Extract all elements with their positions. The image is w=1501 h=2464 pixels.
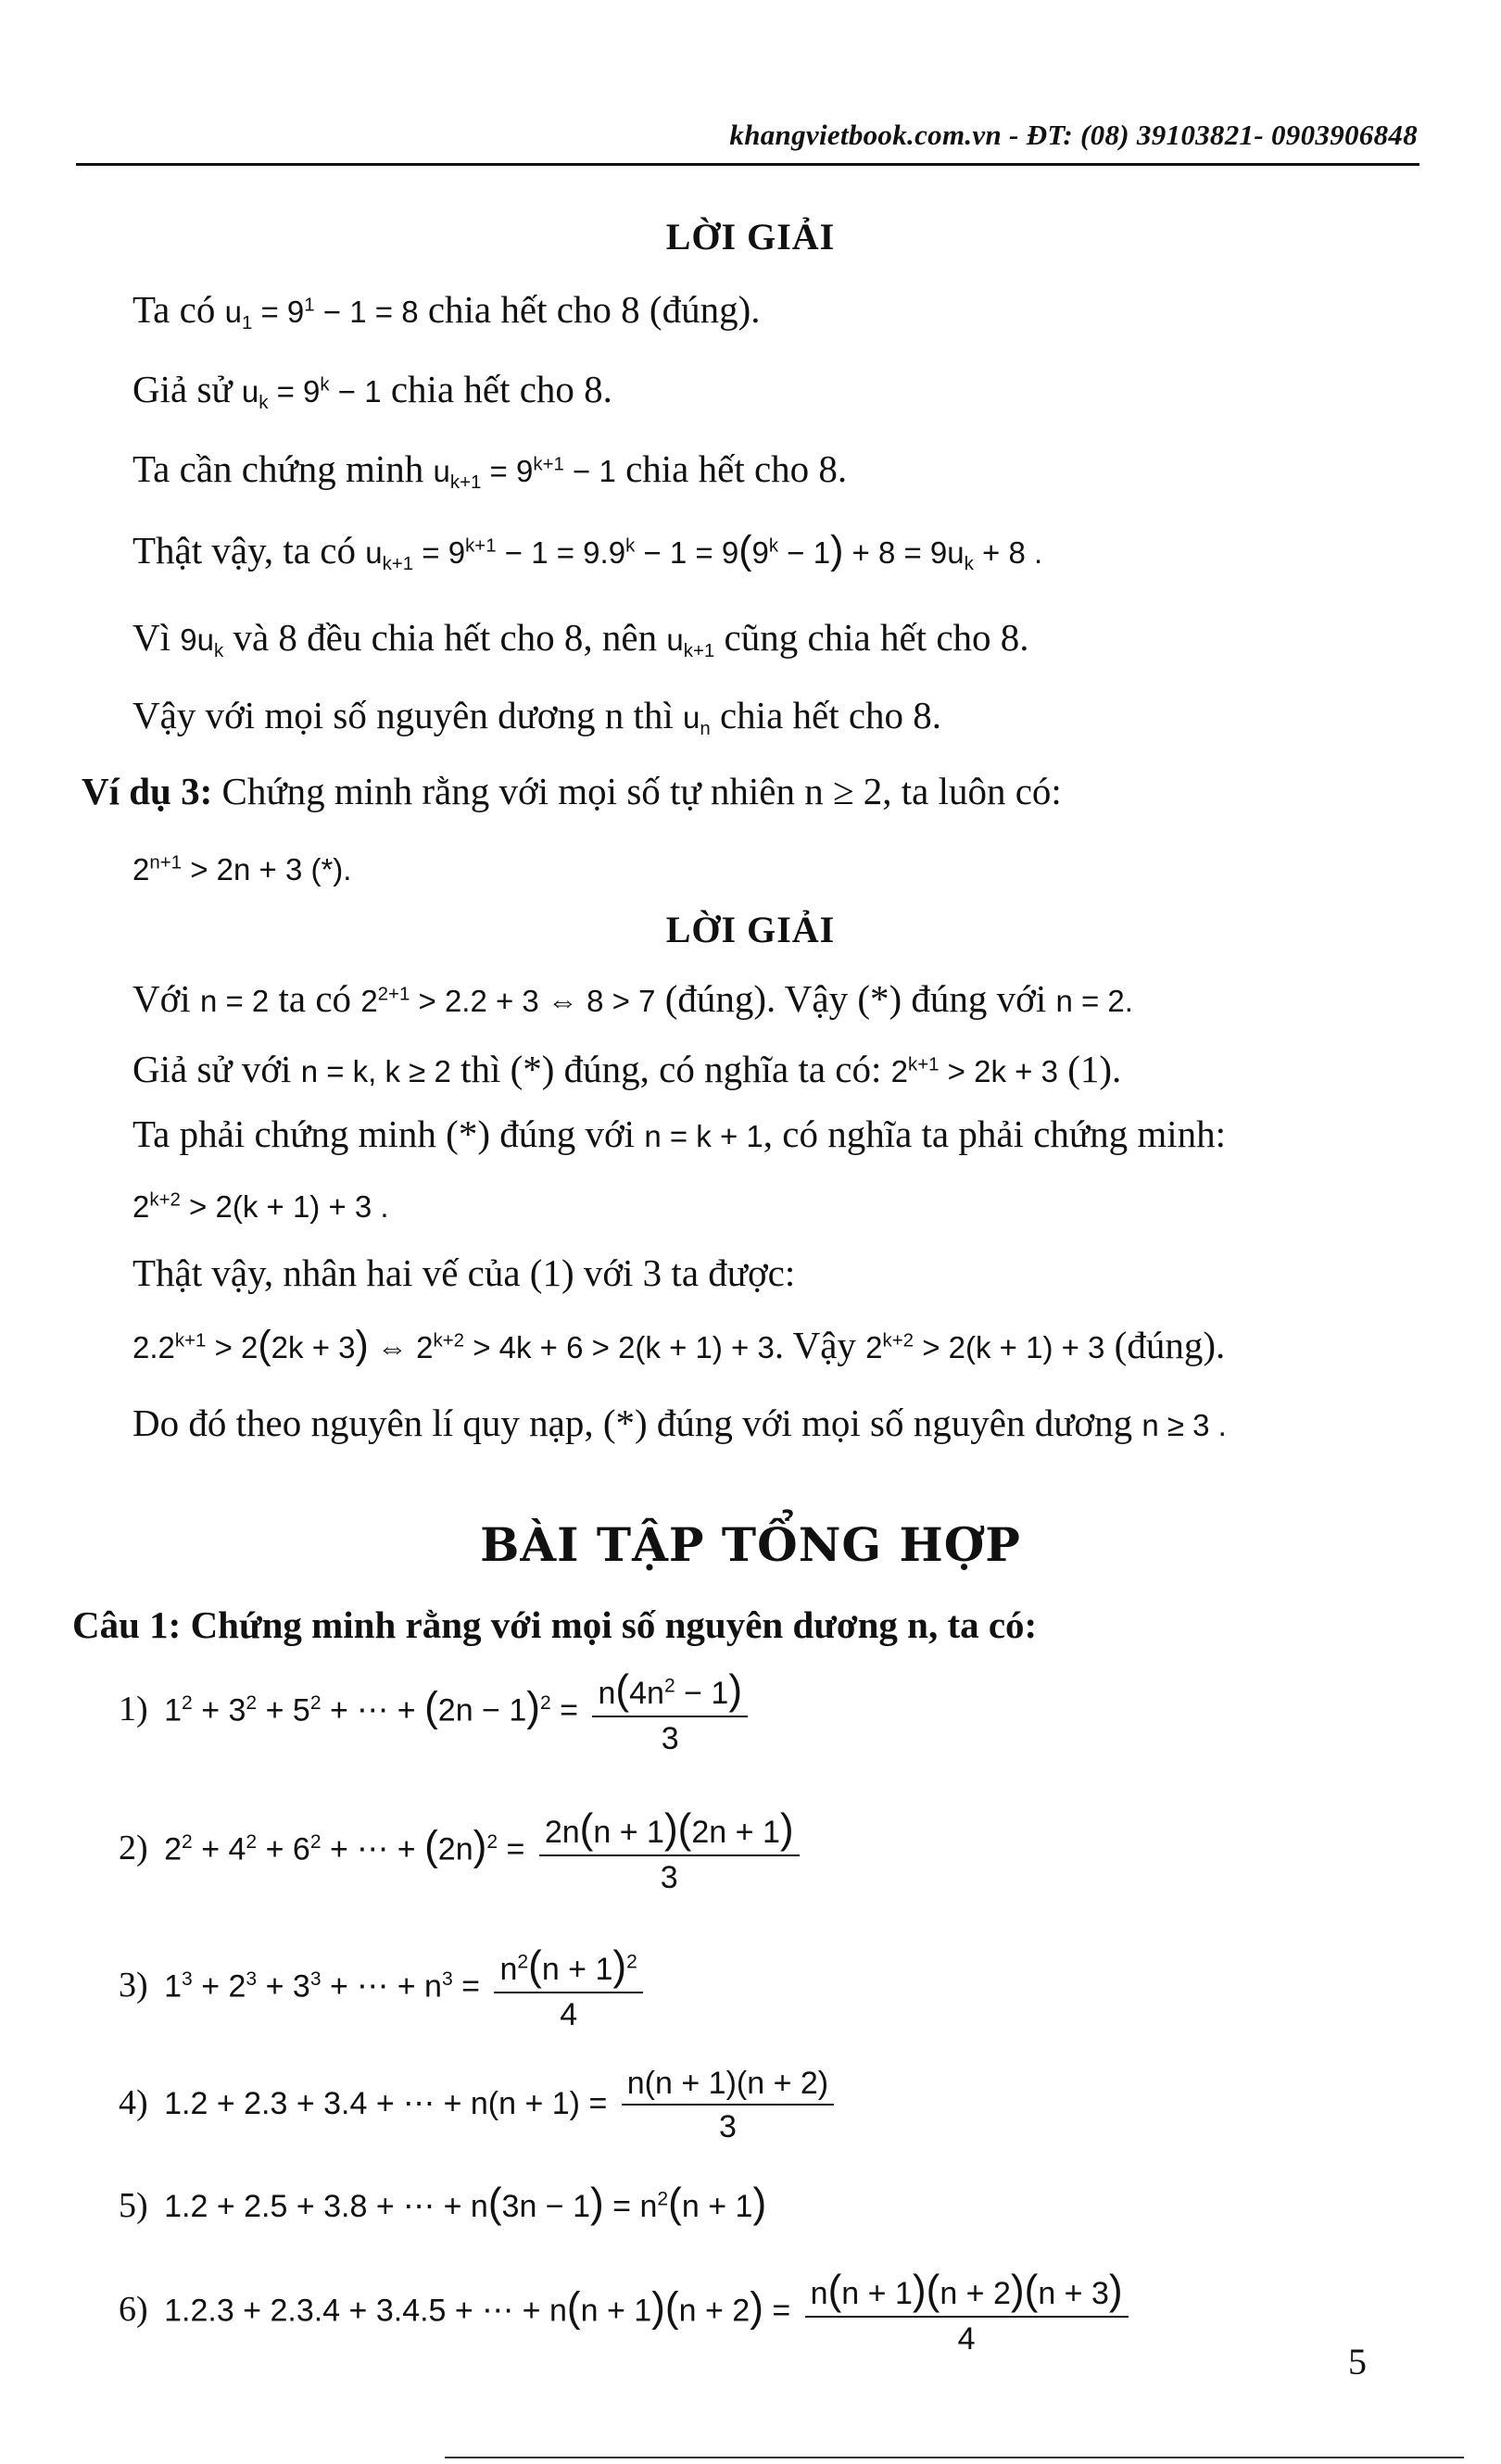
text: Ta phải chứng minh (*) đúng với	[132, 1113, 645, 1155]
math-uk1: $u_{k+1} = 9^{k+1} - 1$	[433, 453, 616, 494]
solution1-line-3	[132, 446, 847, 494]
text: Giả sử với	[132, 1048, 301, 1090]
formula-index: 3)	[119, 1966, 148, 2005]
question-1: Câu 1: Chứng minh rằng với mọi số nguyên dương n, ta có:	[72, 1603, 1038, 1646]
text: chia hết cho 8.	[625, 447, 848, 490]
text: . Vậy	[774, 1324, 866, 1366]
text: thì (*) đúng, có nghĩa ta có:	[460, 1048, 891, 1090]
math-n2b: n = 2.	[1055, 984, 1133, 1018]
formula-6: 6) 1.2.3 + 2.3.4 + 3.4.5 + ⋯ + n(n + 1)(n + 2) = $\frac{n(n + 1)(n + 2)(n + 3)}{4}$	[119, 2268, 1134, 2357]
solution2-line-6	[132, 1323, 1225, 1370]
math-ineq: $2^{n+1}$	[132, 851, 183, 886]
example-label: Ví dụ 3:	[82, 770, 213, 812]
solution1-line-2	[132, 367, 612, 414]
formula-2: 2) $2^2 + 4^2 + 6^2$ + ⋯ + $(2n)^2$ = $\frac{2n(n + 1)(2n + 1)}{3}$	[119, 1806, 805, 1896]
text: Thật vậy, ta có	[132, 529, 366, 572]
solution2-line-4	[132, 1182, 389, 1229]
text: , có nghĩa ta phải chứng minh:	[763, 1113, 1227, 1155]
example3-statement	[82, 769, 1062, 813]
solution1-line-4	[132, 528, 1042, 575]
solution1-line-1	[132, 287, 760, 334]
text: Vậy với mọi số nguyên dương n thì	[132, 694, 683, 736]
text: (đúng).	[1114, 1324, 1226, 1366]
solution2-line-5: Thật vậy, nhân hai vế của (1) với 3 ta được:	[132, 1251, 796, 1294]
math-goal: $2^{k+2} > 2(k + 1) + 3$ .	[132, 1188, 389, 1224]
math-concl: $2^{k+2} > 2(k + 1) + 3$	[865, 1329, 1105, 1364]
fraction: $\frac{2n(n + 1)(2n + 1)}{3}$	[539, 1806, 800, 1896]
text: Chứng minh rằng với mọi số tự nhiên n ≥ 2, ta luôn có:	[212, 770, 1062, 812]
formula-4: 4) 1.2 + 2.3 + 3.4 + ⋯ + n(n + 1) = $\frac{n(n + 1)(n + 2)}{3}$	[119, 2066, 839, 2145]
math-n3: n ≥ 3 .	[1142, 1408, 1227, 1442]
text: > 2n + 3 (*).	[182, 852, 352, 886]
text: (1).	[1067, 1048, 1122, 1090]
formula-3: 3) $1^3 + 2^3 + 3^3$ + ⋯ + $n^3$ = $\frac{n^2(n + 1)^2}{4}$	[119, 1943, 649, 2033]
fraction: $\frac{n(n + 1)(n + 2)}{3}$	[622, 2066, 834, 2145]
solution1-line-6	[132, 693, 941, 740]
page-header: khangvietbook.com.vn - ĐT: (08) 39103821- 0903906848	[729, 119, 1418, 151]
fraction: $\frac{n(n + 1)(n + 2)(n + 3)}{4}$	[805, 2268, 1129, 2357]
math-u1: $u_1 = 9^1 - 1 = 8$	[224, 294, 419, 334]
text: chia hết cho 8 (đúng).	[427, 288, 761, 331]
formula-index: 6)	[119, 2290, 148, 2330]
formula-index: 1)	[119, 1690, 148, 1729]
math-n2: n = 2	[199, 984, 270, 1018]
solution1-line-5	[132, 615, 1029, 662]
text: chia hết cho 8.	[381, 368, 612, 410]
math-uk1b: $u_{k+1}$	[666, 622, 715, 662]
math-uk: $u_k = 9^k - 1$	[241, 373, 382, 414]
formula-index: 5)	[119, 2186, 148, 2225]
exercises-title: BÀI TẬP TỔNG HỢP	[480, 1517, 1021, 1572]
solution-title-1: LỜI GIẢI	[665, 216, 836, 258]
header-rule	[76, 163, 1419, 166]
solution2-line-3	[132, 1112, 1226, 1159]
formula-index: 2)	[119, 1829, 148, 1868]
math-expansion: $u_{k+1} = 9^{k+1} - 1 = 9.9^k - 1 = 9(9^k - 1) + 8 = 9u_k + 8$ .	[365, 528, 1043, 575]
math-9uk: $9u_k$	[180, 622, 224, 662]
bottom-rule	[445, 2457, 1464, 2458]
text: Giả sử	[132, 368, 242, 410]
solution-title-2: LỜI GIẢI	[665, 909, 836, 950]
example3-inequality	[132, 845, 351, 892]
text: Vì	[132, 616, 181, 659]
math-nk1: n = k + 1	[644, 1119, 763, 1153]
text: cũng chia hết cho 8.	[724, 616, 1029, 659]
text: Do đó theo nguyên lí quy nạp, (*) đúng với mọi số nguyên dương	[132, 1402, 1142, 1444]
math-base: $2^{2+1} > 2.2 + 3$ ⇔ 8 > 7	[360, 983, 656, 1018]
math-un: $u_n$	[683, 700, 711, 740]
solution2-line-2	[132, 1047, 1121, 1094]
text: Ta cần chứng minh	[132, 447, 434, 490]
text: chia hết cho 8.	[719, 694, 942, 736]
fraction: $\frac{n^2(n + 1)^2}{4}$	[494, 1943, 642, 2033]
page-number: 5	[1348, 2341, 1367, 2382]
text: ta có	[278, 977, 361, 1020]
solution2-line-7	[132, 1401, 1227, 1448]
formula-5: 5) 1.2 + 2.5 + 3.8 + ⋯ + $n(3n - 1) = n^2(n + 1)$	[119, 2181, 767, 2226]
solution2-line-1	[132, 976, 1133, 1024]
math-nk: n = k, k ≥ 2	[300, 1054, 451, 1088]
math-hyp: $2^{k+1} > 2k + 3$	[890, 1053, 1058, 1088]
formula-1: 1) $1^2 + 3^2 + 5^2$ + ⋯ + $(2n - 1)^2$ = $\frac{n(4n^2 - 1)}{3}$	[119, 1667, 753, 1757]
fraction: $\frac{n(4n^2 - 1)}{3}$	[592, 1667, 748, 1757]
text: Với	[132, 977, 200, 1020]
text: và 8 đều chia hết cho 8, nên	[233, 616, 667, 659]
text: Ta có	[132, 288, 225, 331]
math-step: $2.2^{k+1} > 2(2k + 3)$ ⇔ $2^{k+2} > 4k + 6 > 2(k + 1) + 3$	[132, 1323, 775, 1367]
text: (đúng). Vậy (*) đúng với	[664, 977, 1056, 1020]
formula-index: 4)	[119, 2082, 148, 2122]
